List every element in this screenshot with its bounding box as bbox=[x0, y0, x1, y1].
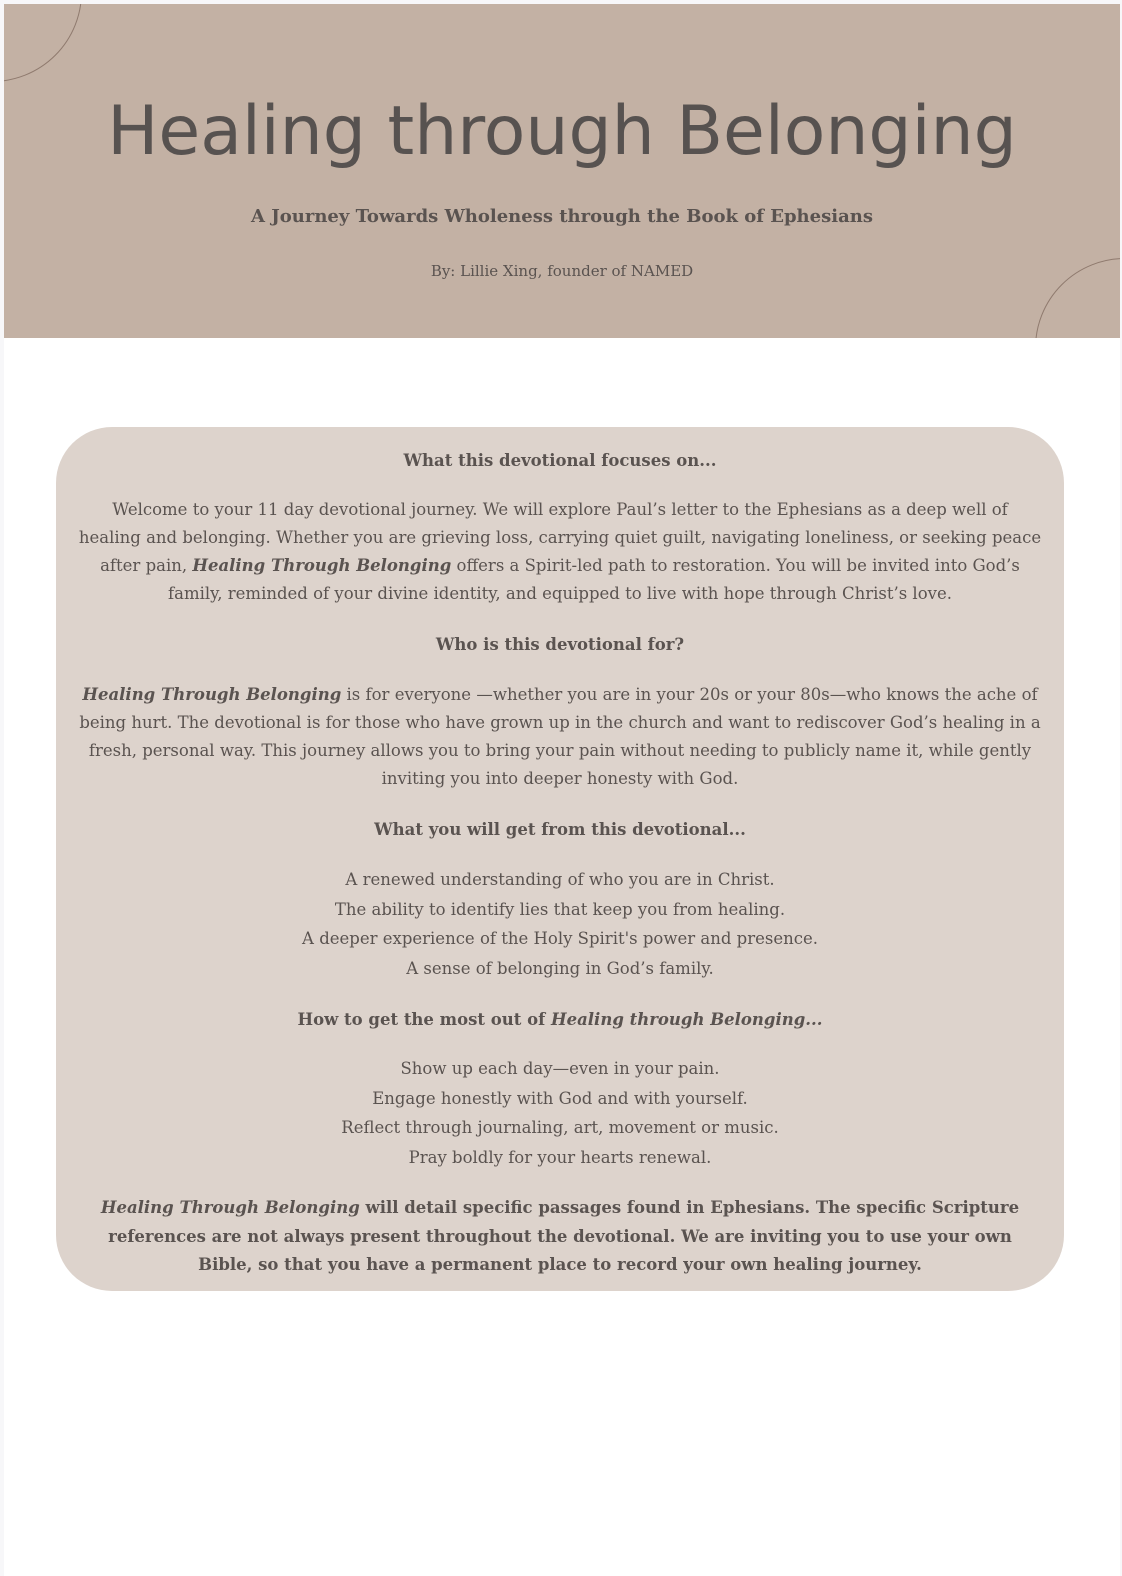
audience-line: being hurt. The devotional is for those who have grown up in the church and want to rediscover God’s healing in a bbox=[79, 713, 1041, 732]
author-byline: By: Lillie Xing, founder of NAMED bbox=[430, 262, 694, 280]
focus-line bbox=[56, 552, 1064, 580]
audience-paragraph bbox=[56, 681, 1064, 793]
audience-line: inviting you into deeper honesty with God. bbox=[381, 769, 739, 788]
list-item: Reflect through journaling, art, movement or music. bbox=[341, 1118, 779, 1138]
audience-line: fresh, personal way. This journey allows you to bring your pain without needing to publicly name it, while gently bbox=[88, 741, 1032, 760]
list-item: A sense of belonging in God’s family. bbox=[406, 959, 714, 979]
devotional-title-emphasis: Healing Through Belonging bbox=[192, 556, 452, 575]
focus-heading: What this devotional focuses on... bbox=[403, 451, 717, 470]
audience-heading: Who is this devotional for? bbox=[435, 635, 685, 654]
focus-line: Welcome to your 11 day devotional journey. We will explore Paul’s letter to the Ephesians as a deep well of bbox=[112, 500, 1008, 519]
benefits-heading: What you will get from this devotional... bbox=[374, 820, 746, 839]
howto-heading bbox=[56, 1008, 1064, 1032]
list-item: The ability to identify lies that keep you from healing. bbox=[334, 899, 786, 919]
decorative-arc-top-left bbox=[4, 4, 82, 82]
closing-line: references are not always present throughout the devotional. We are inviting you to use your own bbox=[108, 1226, 1012, 1246]
closing-line bbox=[56, 1194, 1064, 1223]
benefits-list bbox=[56, 865, 1064, 984]
focus-line-text: after pain, bbox=[100, 556, 193, 575]
focus-line: healing and belonging. Whether you are grieving loss, carrying quiet guilt, navigating loneliness, or seeking peace bbox=[78, 528, 1042, 547]
page bbox=[4, 4, 1120, 1576]
list-item: Pray boldly for your hearts renewal. bbox=[408, 1148, 712, 1168]
list-item: A renewed understanding of who you are in Christ. bbox=[345, 870, 775, 889]
list-item: A deeper experience of the Holy Spirit's power and presence. bbox=[302, 929, 818, 949]
audience-line bbox=[56, 681, 1064, 709]
document-subtitle: A Journey Towards Wholeness through the Book of Ephesians bbox=[251, 206, 873, 227]
devotional-title-emphasis: Healing Through Belonging bbox=[82, 685, 342, 704]
howto-list bbox=[56, 1054, 1064, 1173]
closing-note bbox=[56, 1194, 1064, 1280]
devotional-title-emphasis: Healing through Belonging... bbox=[551, 1010, 823, 1029]
closing-line-text: will detail specific passages found in Ephesians. The specific Scripture bbox=[359, 1198, 1020, 1217]
audience-line-text: is for everyone —whether you are in your 20s or your 80s—who knows the ache of bbox=[341, 685, 1038, 704]
list-item: Show up each day—even in your pain. bbox=[400, 1059, 720, 1078]
closing-line: Bible, so that you have a permanent place to record your own healing journey. bbox=[198, 1255, 922, 1274]
focus-line-text: offers a Spirit-led path to restoration. You will be invited into God’s bbox=[451, 556, 1020, 575]
howto-heading-text: How to get the most out of bbox=[297, 1010, 552, 1029]
title-banner bbox=[4, 4, 1120, 338]
list-item: Engage honestly with God and with yourself. bbox=[372, 1088, 748, 1108]
focus-paragraph bbox=[56, 496, 1064, 608]
devotional-title-emphasis: Healing Through Belonging bbox=[100, 1198, 360, 1217]
document-title: Healing through Belonging bbox=[107, 92, 1017, 171]
overview-card bbox=[56, 427, 1064, 1291]
focus-line: family, reminded of your divine identity, and equipped to live with hope through Christ’s love. bbox=[168, 584, 952, 603]
